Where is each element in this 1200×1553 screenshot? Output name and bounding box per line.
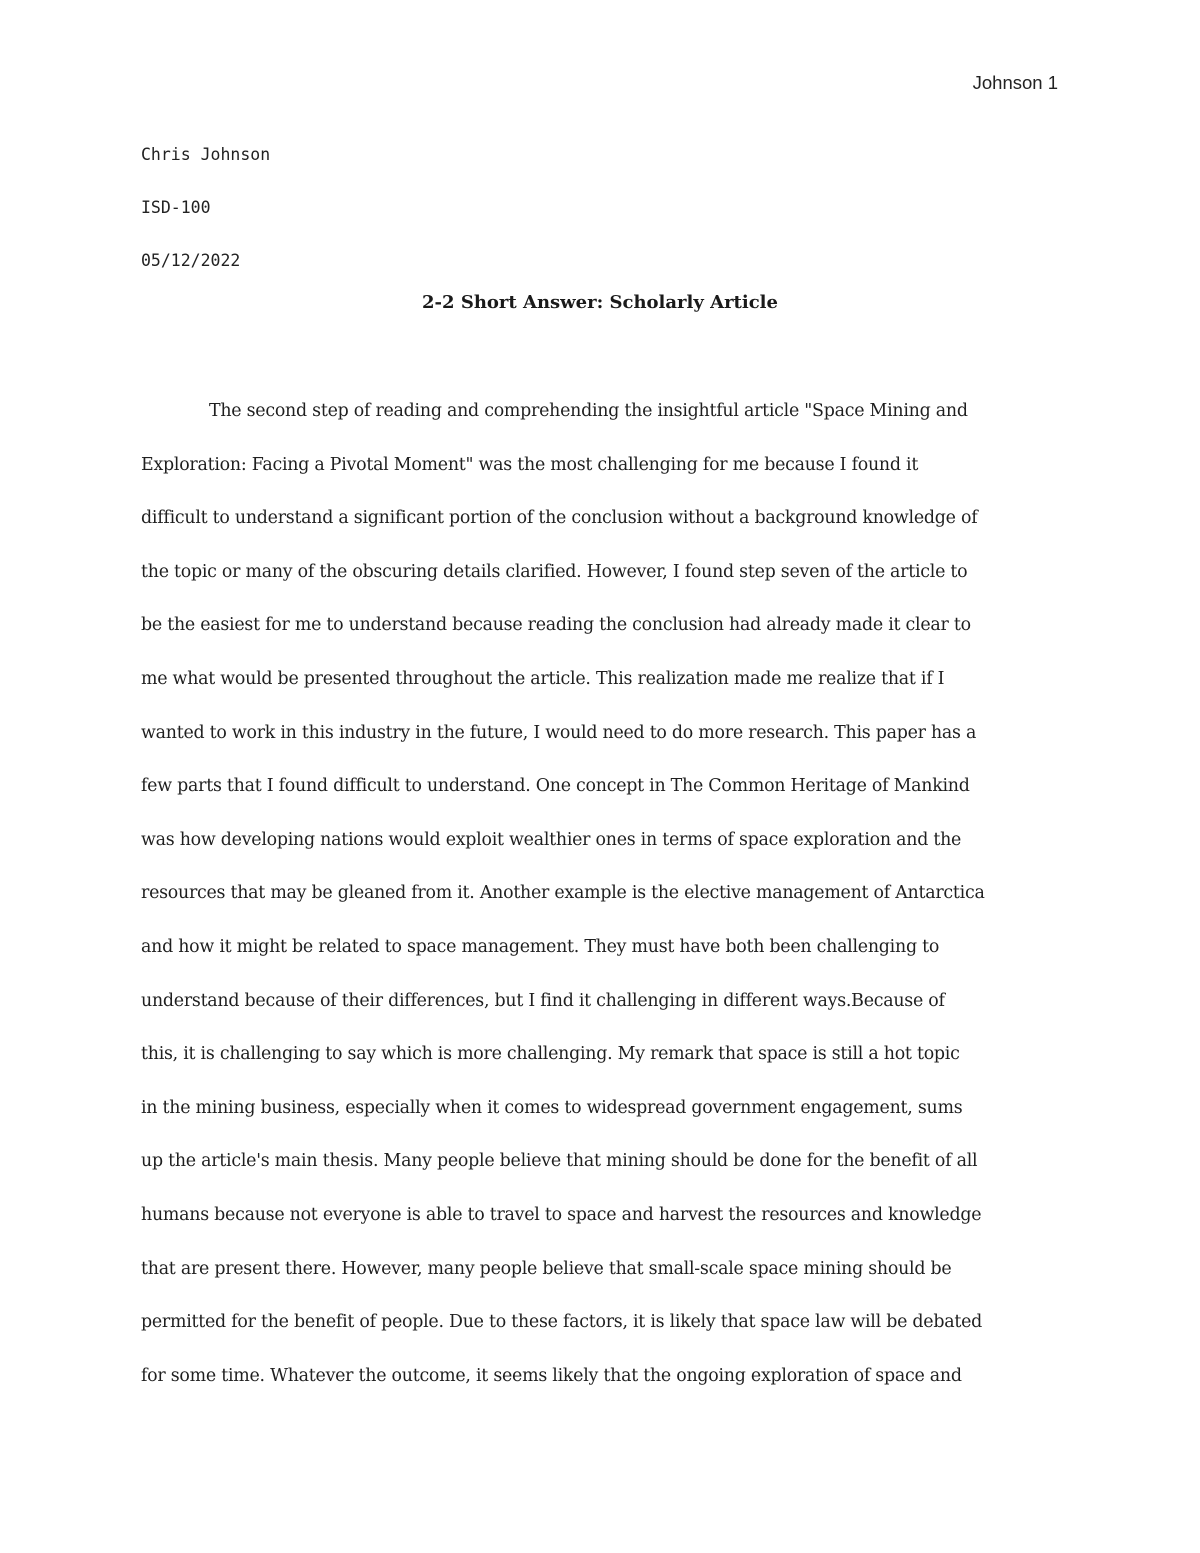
date: 05/12/2022 [141,251,241,270]
header-block [141,143,270,302]
body-line: humans because not everyone is able to travel to space and harvest the resources and knowledge [141,1204,982,1225]
body-line: understand because of their differences, but I find it challenging in different ways.Because of [141,990,945,1011]
body-line: The second step of reading and comprehending the insightful article "Space Mining and [209,401,968,421]
page-title: 2-2 Short Answer: Scholarly Article [422,292,778,313]
body-line: Exploration: Facing a Pivotal Moment" was the most challenging for me because I found it [141,454,919,475]
body-line: up the article's main thesis. Many people believe that mining should be done for the benefit of all [141,1151,978,1172]
body-line: me what would be presented throughout the article. This realization made me realize that if I [141,668,945,689]
body-paragraph [141,385,1066,1403]
body-line: permitted for the benefit of people. Due to these factors, it is likely that space law will be debated [141,1312,983,1333]
course-code: ISD-100 [141,198,211,217]
body-line: was how developing nations would exploit wealthier ones in terms of space exploration and the [141,829,962,850]
body-line: in the mining business, especially when it comes to widespread government engagement, sums [141,1097,963,1118]
body-line: that are present there. However, many people believe that small-scale space mining should be [141,1258,952,1279]
author-name: Chris Johnson [141,145,271,164]
running-head: Johnson 1 [972,72,1058,93]
body-line: and how it might be related to space management. They must have both been challenging to [141,936,940,957]
body-line: resources that may be gleaned from it. Another example is the elective management of Antarctica [141,883,985,904]
body-line: for some time. Whatever the outcome, it seems likely that the ongoing exploration of space and [141,1365,962,1386]
body-line: be the easiest for me to understand because reading the conclusion had already made it clear to [141,615,971,636]
body-line: wanted to work in this industry in the future, I would need to do more research. This paper has a [141,722,977,743]
body-line: difficult to understand a significant portion of the conclusion without a background knowledge of [141,508,978,529]
body-line: the topic or many of the obscuring details clarified. However, I found step seven of the article to [141,561,968,582]
body-line: this, it is challenging to say which is more challenging. My remark that space is still a hot topic [141,1044,960,1065]
body-line: few parts that I found difficult to understand. One concept in The Common Heritage of Mankind [141,776,970,797]
